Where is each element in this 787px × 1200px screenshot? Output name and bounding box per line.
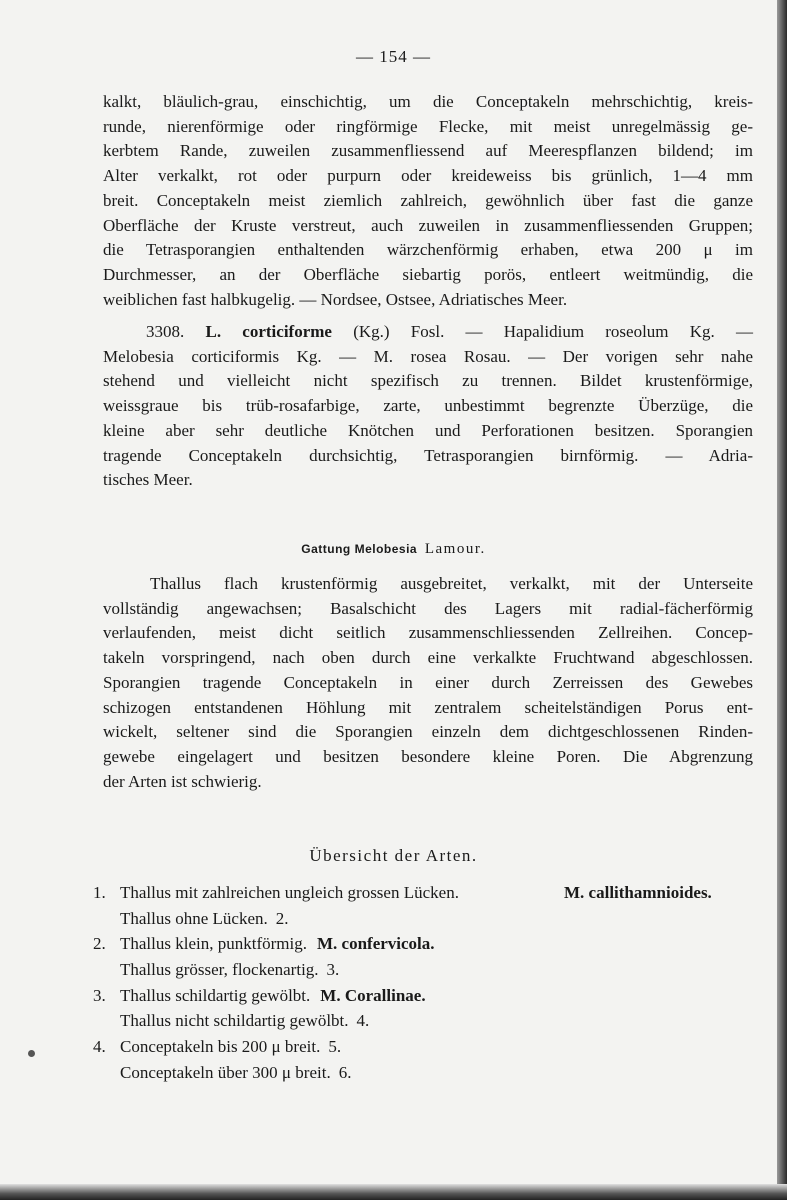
key-alt xyxy=(120,931,435,957)
text-line: kleine aber sehr deutliche Knötchen und Perforationen besitzen. Sporangien xyxy=(103,420,753,440)
key-ref: 5. xyxy=(328,1037,342,1057)
key-alt xyxy=(120,957,339,983)
species-name: L. corticiforme xyxy=(205,322,332,341)
key-ref: 2. xyxy=(275,908,289,928)
genus-name: Gattung Melobesia xyxy=(301,542,418,556)
text-line: Durchmesser, an der Oberfläche siebartig porös, entleert weitmündig, die xyxy=(103,264,753,284)
genus-author: Lamour. xyxy=(424,541,486,557)
text-line: wickelt, seltener sind die Sporangien einzeln dem dichtgeschlossenen Rinden- xyxy=(103,722,753,742)
key-alt xyxy=(120,906,289,932)
text-line: kerbtem Rande, zuweilen zusammenfliessend auf Meerespflanzen bildend; im xyxy=(103,141,753,161)
text-line: takeln vorspringend, nach oben durch eine verkalkte Fruchtwand abgeschlossen. xyxy=(103,648,753,668)
key-line xyxy=(93,983,763,1009)
text-line: tragende Conceptakeln durchsichtig, Tetrasporangien birnförmig. — Adria- xyxy=(103,445,753,465)
key-number: 2. xyxy=(93,934,106,954)
key-line xyxy=(93,906,763,932)
key-ref: 6. xyxy=(338,1062,352,1082)
key-text: Thallus nicht schildartig gewölbt. xyxy=(120,1011,349,1031)
text-line: weissgraue bis trüb-rosafarbige, zarte, unbestimmt begrenzte Überzüge, die xyxy=(103,396,753,416)
text-line: Sporangien tragende Conceptakeln in einer durch Zerreissen des Gewebes xyxy=(103,672,753,692)
page-number: — 154 — xyxy=(356,47,431,66)
key-alt xyxy=(120,1008,369,1034)
key-number: 1. xyxy=(93,883,106,902)
species-entry-first-line xyxy=(103,320,753,345)
paragraph-continuation xyxy=(103,90,753,312)
key-text: Conceptakeln bis 200 μ breit. xyxy=(120,1037,321,1057)
key-text: Thallus klein, punktförmig. xyxy=(120,934,307,954)
key-line xyxy=(93,880,763,906)
key-ref: 3. xyxy=(326,960,340,980)
text-line: die Tetrasporangien enthaltenden wärzchenförmig erhaben, etwa 200 μ im xyxy=(103,240,753,260)
species-entry-3308 xyxy=(103,320,753,493)
text-line: Thallus flach krustenförmig ausgebreitet, verkalkt, mit der Unterseite xyxy=(150,574,753,593)
text-line: breit. Conceptakeln meist ziemlich zahlreich, gewöhnlich über fast die ganze xyxy=(103,190,753,210)
identification-key xyxy=(93,880,763,1086)
key-title: Übersicht der Arten. xyxy=(309,846,478,865)
text-line: stehend und vielleicht nicht spezifisch zu trennen. Bildet krustenförmige, xyxy=(103,371,753,391)
text-line: verlaufenden, meist dicht seitlich zusammenschliessenden Zellreihen. Concep- xyxy=(103,623,753,643)
key-species: M. confervicola. xyxy=(316,934,435,954)
key-text: Thallus ohne Lücken. xyxy=(120,908,268,928)
species-number: 3308. xyxy=(146,322,185,341)
text-line: Oberfläche der Kruste verstreut, auch zuweilen in zusammenfliessenden Gruppen; xyxy=(103,215,753,235)
scan-edge-right xyxy=(777,0,787,1200)
text-line: runde, nierenförmige oder ringförmige Flecke, mit meist unregelmässig ge- xyxy=(103,116,753,136)
key-text: Thallus mit zahlreichen ungleich grossen Lücken. xyxy=(120,883,459,902)
key-text: Thallus schildartig gewölbt. xyxy=(120,985,311,1005)
key-species: M. Corallinae. xyxy=(320,985,426,1005)
key-line xyxy=(93,1008,763,1034)
key-line xyxy=(93,931,763,957)
key-number: 3. xyxy=(93,985,106,1005)
genus-heading xyxy=(0,541,787,558)
species-synonyms: (Kg.) Fosl. — Hapalidium roseolum Kg. — xyxy=(353,322,754,341)
text-line: vollständig angewachsen; Basalschicht des Lagers mit radial-fächerförmig xyxy=(103,598,753,618)
key-text: Thallus grösser, flockenartig. xyxy=(120,960,319,980)
ink-speck xyxy=(28,1050,35,1057)
key-alt xyxy=(120,983,426,1009)
text-line: weiblichen fast halbkugelig. — Nordsee, Ostsee, Adriatisches Meer. xyxy=(103,289,568,309)
key-line xyxy=(93,957,763,983)
text-line: der Arten ist schwierig. xyxy=(103,771,262,791)
key-text: Conceptakeln über 300 μ breit. xyxy=(120,1062,331,1082)
key-alt xyxy=(120,1034,341,1060)
key-species: M. callithamnioides. xyxy=(564,883,712,902)
key-line xyxy=(93,1060,763,1086)
key-line xyxy=(93,1034,763,1060)
text-line: Alter verkalkt, rot oder purpurn oder kreideweiss bis grünlich, 1—4 mm xyxy=(103,166,753,186)
text-line: tisches Meer. xyxy=(103,470,193,490)
key-alt xyxy=(120,1060,351,1086)
genus-description xyxy=(103,572,753,794)
text-line: gewebe eingelagert und besitzen besondere kleine Poren. Die Abgrenzung xyxy=(103,746,753,766)
text-line: kalkt, bläulich-grau, einschichtig, um die Conceptakeln mehrschichtig, kreis- xyxy=(103,92,753,111)
key-number: 4. xyxy=(93,1037,106,1057)
key-ref: 4. xyxy=(356,1011,370,1031)
text-line: schizogen entstandenen Höhlung mit zentralem scheitelständigen Porus ent- xyxy=(103,697,753,717)
text-line: Melobesia corticiformis Kg. — M. rosea Rosau. — Der vorigen sehr nahe xyxy=(103,346,753,366)
scan-edge-bottom xyxy=(0,1184,787,1200)
